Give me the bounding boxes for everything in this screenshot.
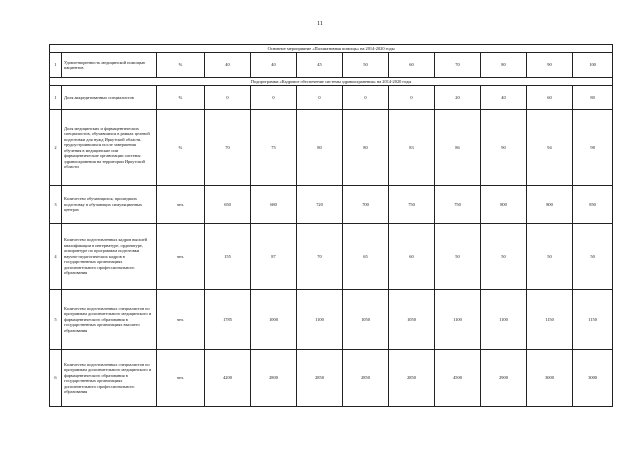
row-number: 6 xyxy=(50,350,62,407)
unit-cell: чел. xyxy=(157,290,205,350)
value-cell: 45 xyxy=(297,53,343,78)
row-number: 3 xyxy=(50,186,62,224)
value-cell: 680 xyxy=(251,186,297,224)
value-cell: 750 xyxy=(435,186,481,224)
value-cell: 1000 xyxy=(251,290,297,350)
unit-cell: чел. xyxy=(157,186,205,224)
row-number: 5 xyxy=(50,290,62,350)
value-cell: 80 xyxy=(573,86,613,110)
value-cell: 87 xyxy=(251,224,297,290)
value-cell: 90 xyxy=(527,53,573,78)
value-cell: 40 xyxy=(481,86,527,110)
indicator-name: Доля медицинских и фармацевтических специалистов, обучавшихся в рамках целевой подготовки для нужд Иркутской области, трудоустроившихся после завершения обучения в медицинские или фармацевтические организации системы здравоохранения на территории Иркутской области xyxy=(62,110,157,186)
value-cell: 2900 xyxy=(481,350,527,407)
value-cell: 800 xyxy=(481,186,527,224)
value-cell: 4200 xyxy=(205,350,251,407)
table-row xyxy=(50,53,613,78)
value-cell: 80 xyxy=(343,110,389,186)
table-row xyxy=(50,186,613,224)
value-cell: 80 xyxy=(297,110,343,186)
value-cell: 75 xyxy=(251,110,297,186)
value-cell: 50 xyxy=(343,53,389,78)
section-title: Подпрограмма «Кадровое обеспечение системы здравоохранения» на 2014-2020 годы xyxy=(50,78,613,86)
indicator-name: Количество подготовленных специалистов по программам дополнительного медицинского и фармацевтического образования в государственных организациях высшего образования xyxy=(62,290,157,350)
table-row xyxy=(50,350,613,407)
row-number: 4 xyxy=(50,224,62,290)
value-cell: 100 xyxy=(573,53,613,78)
indicator-name: Количество подготовленных кадров высшей квалификации в интернатуре, ординатуре, аспирантуре по программам подготовки научно-педагогических кадров в государственных организациях дополнительного профессионального образования xyxy=(62,224,157,290)
row-number: 1 xyxy=(50,86,62,110)
value-cell: 70 xyxy=(297,224,343,290)
value-cell: 3000 xyxy=(573,350,613,407)
indicators-table xyxy=(49,44,613,407)
indicator-name: Удовлетворенность медицинской помощью пациентов xyxy=(62,53,157,78)
section-header-row xyxy=(50,78,613,86)
value-cell: 90 xyxy=(481,110,527,186)
value-cell: 1150 xyxy=(527,290,573,350)
value-cell: 1785 xyxy=(205,290,251,350)
value-cell: 40 xyxy=(251,53,297,78)
page-number: 11 xyxy=(317,21,323,27)
value-cell: 50 xyxy=(527,224,573,290)
value-cell: 83 xyxy=(389,110,435,186)
value-cell: 2850 xyxy=(343,350,389,407)
value-cell: 40 xyxy=(205,53,251,78)
table-row xyxy=(50,86,613,110)
value-cell: 850 xyxy=(573,186,613,224)
value-cell: 3000 xyxy=(527,350,573,407)
table-row xyxy=(50,110,613,186)
value-cell: 1100 xyxy=(435,290,481,350)
value-cell: 1150 xyxy=(573,290,613,350)
value-cell: 0 xyxy=(251,86,297,110)
value-cell: 650 xyxy=(205,186,251,224)
indicator-name: Количество обучающихся, прошедших подготовку в обучающих симуляционных центрах xyxy=(62,186,157,224)
value-cell: 1100 xyxy=(481,290,527,350)
value-cell: 2850 xyxy=(389,350,435,407)
value-cell: 2850 xyxy=(297,350,343,407)
unit-cell: % xyxy=(157,86,205,110)
row-number: 2 xyxy=(50,110,62,186)
value-cell: 1050 xyxy=(389,290,435,350)
value-cell: 700 xyxy=(343,186,389,224)
value-cell: 98 xyxy=(573,110,613,186)
value-cell: 86 xyxy=(435,110,481,186)
value-cell: 20 xyxy=(435,86,481,110)
value-cell: 50 xyxy=(435,224,481,290)
value-cell: 2800 xyxy=(251,350,297,407)
value-cell: 0 xyxy=(205,86,251,110)
table-row xyxy=(50,290,613,350)
value-cell: 60 xyxy=(527,86,573,110)
unit-cell: % xyxy=(157,110,205,186)
value-cell: 80 xyxy=(481,53,527,78)
indicator-name: Доля аккредитованных специалистов xyxy=(62,86,157,110)
indicator-name: Количество подготовленных специалистов по программам дополнительного медицинского и фармацевтического образования в государственных организациях дополнительного профессионального образования xyxy=(62,350,157,407)
value-cell: 70 xyxy=(205,110,251,186)
value-cell: 65 xyxy=(343,224,389,290)
value-cell: 720 xyxy=(297,186,343,224)
section-header-row xyxy=(50,45,613,53)
row-number: 1 xyxy=(50,53,62,78)
table-row xyxy=(50,224,613,290)
value-cell: 1100 xyxy=(297,290,343,350)
value-cell: 0 xyxy=(389,86,435,110)
value-cell: 155 xyxy=(205,224,251,290)
unit-cell: % xyxy=(157,53,205,78)
value-cell: 70 xyxy=(435,53,481,78)
value-cell: 0 xyxy=(297,86,343,110)
unit-cell: чел. xyxy=(157,350,205,407)
value-cell: 1050 xyxy=(343,290,389,350)
value-cell: 50 xyxy=(573,224,613,290)
value-cell: 0 xyxy=(343,86,389,110)
value-cell: 50 xyxy=(481,224,527,290)
unit-cell: чел. xyxy=(157,224,205,290)
section-title: Основное мероприятие «Паллиативная помощь» на 2014-2020 годы xyxy=(50,45,613,53)
value-cell: 800 xyxy=(527,186,573,224)
value-cell: 4500 xyxy=(435,350,481,407)
value-cell: 60 xyxy=(389,53,435,78)
value-cell: 750 xyxy=(389,186,435,224)
value-cell: 94 xyxy=(527,110,573,186)
value-cell: 60 xyxy=(389,224,435,290)
